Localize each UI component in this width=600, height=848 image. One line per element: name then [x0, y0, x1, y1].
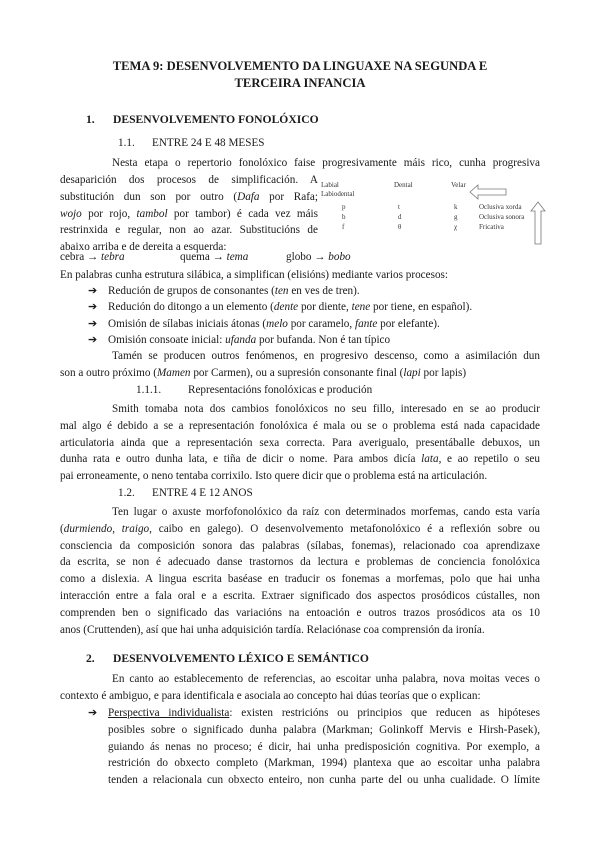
- table-cell: t: [398, 203, 400, 211]
- subsection-heading-1-2: 1.2. ENTRE 4 E 12 ANOS: [118, 487, 253, 499]
- table-cell: b: [342, 213, 346, 221]
- arrow-bullet-icon: ➔: [88, 285, 98, 297]
- p4-line-4: dunha rata e outro dunha lata, e tiña de dicir o nome. Para ambos dicía lata, e ao repetilo o seu: [60, 453, 540, 466]
- substitution-line-2: wojo por rojo, tambol por tambor) é cada vez máis: [60, 207, 318, 220]
- table-header-velar: Velar: [451, 181, 466, 189]
- arrow-bullet-icon: ➔: [88, 301, 98, 314]
- arrow-bullet-icon: ➔: [88, 707, 98, 719]
- paragraph-references: En canto ao establecemento de referencias, ao escoitar unha palabra, nova moitas veces o contexto é ambiguo, e para identificala e asociala ao concepto hai dúas teorías que o explican:: [60, 673, 540, 702]
- table-cell: d: [398, 213, 402, 221]
- table-cell: k: [454, 203, 458, 211]
- phonology-table: [318, 173, 588, 253]
- arrow-bullet-icon: ➔: [88, 333, 98, 346]
- arrow-up-icon: [530, 201, 546, 245]
- paragraph-smith: Smith tomaba nota dos cambios fonolóxicos no seu fillo, interesado en se ao producir mal algo é debido a se a representación fonolóxica é mala ou se o problema está nada capacidade articulatoria ainda que a representación sexa correcta. Para averigualo, presentáballe debuxos, un dunha rata e outro dunha lata, e tiña de dicir o nome. Para ambos dicía lata, e ao repetilo o seu pai erroneamente, o neno tentaba corrixilo. Isto quere dicir que o problema está na articulación.: [60, 403, 540, 483]
- list-item: ➔ Omisión consoate inicial: ufanda por bufanda. Non é tan típico: [88, 332, 540, 348]
- paragraph-metaphonology: Ten lugar o axuste morfofonolóxico da raíz con determinados morfemas, cando esta varía (durmiendo, traigo, caibo en galego). O desenvolvemento metafonolóxico é a reflexión sobre ou consciencia da composición sonora das palabras (sílabas, fonemas), relacionado coa aprendizaxe da escrita, se non é adecuado danse trastornos da lectura e problemas de conciencia fonolóxica como a dislexia. A lingua escrita baséase en traducir os fonemas a morfemas, polo que hai unha interacción entre a fala oral e a escrita. Extraer significado dos aspectos prosódicos cústalles, non comprenden ben o significado das variacións na entoación e outros trazos prosódicos ata os 10 anos (Cruttenden), así que hai unha adquisición tardía. Relaciónase coa comprensión da ironía.: [60, 506, 540, 636]
- list-item: ➔ Omisión de sílabas iniciais átonas (melo por caramelo, fante por elefante).: [88, 316, 540, 332]
- table-cell: χ: [454, 223, 458, 231]
- process-list: [88, 283, 540, 348]
- section-heading-2: 2. DESENVOLVEMENTO LÉXICO E SEMÁNTICO: [86, 652, 369, 665]
- table-row-label: Oclusiva xorda: [479, 203, 522, 211]
- p3-line-2: son a outro próximo (Mamen por Carmen), ou a supresión consonante final (lapi por lapis): [60, 366, 467, 379]
- table-header-dental: Dental: [394, 181, 413, 189]
- list-item: ➔ Redución do ditongo a un elemento (dente por diente, tene por tiene, en español).: [88, 299, 540, 315]
- document-title: TEMA 9: DESENVOLVEMENTO DA LINGUAXE NA SEGUNDA E TERCEIRA INFANCIA: [112, 59, 488, 90]
- example-3: globo → bobo: [286, 251, 351, 263]
- subsection-heading-1-1: 1.1. ENTRE 24 E 48 MESES: [118, 137, 265, 149]
- paragraph-intro-wrap: desaparición dos procesos de simplificación. A substitución dun son por outro (Dafa por Rafa; wojo por rojo, tambol por tambor) é cada vez máis restrinxida e regular, non ao azar. Substitucións de abaixo arriba e de dereita a esquerda:: [60, 174, 319, 254]
- example-2: quema → tema: [180, 251, 249, 263]
- table-cell: p: [342, 203, 346, 211]
- table-row-label: Oclusiva sonora: [479, 213, 525, 221]
- arrow-left-icon: [468, 183, 508, 201]
- table-header-labial: Labial: [321, 181, 339, 189]
- arrow-bullet-icon: ➔: [88, 317, 98, 330]
- table-header-labiodental: Labiodental: [321, 190, 355, 198]
- section-heading-1: 1. DESENVOLVEMENTO FONOLÓXICO: [86, 113, 319, 126]
- subsection-heading-1-1-1: 1.1.1. Representacións fonolóxicas e produción: [136, 384, 373, 396]
- table-cell: θ: [398, 223, 402, 231]
- p5-line-2: (durmiendo, traigo, caibo en galego). O desenvolvemento metafonolóxico é a reflexión sobre ou: [60, 522, 540, 535]
- table-cell: f: [342, 223, 345, 231]
- example-1: cebra → tebra: [60, 251, 125, 263]
- paragraph-intro: Nesta etapa o repertorio fonolóxico faise progresivamente máis rico, cunha progresiva: [112, 157, 540, 169]
- substitution-line: substitución dun son por outro (Dafa por Rafa;: [60, 190, 319, 203]
- paragraph-other-phenomena: Tamén se producen outros fenómenos, en progresivo descenso, como a asimilación dun son a outro próximo (Mamen por Carmen), ou a supresión consonante final (lapi por lapis): [60, 348, 540, 382]
- list-item: ➔ Perspectiva individualista: existen restricións ou principios que reducen as hipóteses posibles sobre o significado dunha palabra (Markman; Golinkoff Mervis e Hirsh-Pasek), guiando ás nenas no proceso; é dicir, hai unha predisposición cognitiva. Por exemplo, a restrición do obxecto completo (Markman, 1994) plantexa que ao escoitar unha palabra tenden a relacionala cun obxecto enteiro, non cunha parte del ou unha cualidade. O límite: [88, 707, 540, 787]
- table-cell: g: [454, 213, 458, 221]
- table-row-label: Fricativa: [479, 223, 504, 231]
- list-item: ➔ Redución de grupos de consonantes (ten en ves de tren).: [88, 283, 540, 299]
- bullet2-line-1: Perspectiva individualista: existen restricións ou principios que reducen as hipóteses: [108, 707, 540, 719]
- paragraph-processes: En palabras cunha estrutura silábica, a simplifican (elisións) mediante varios procesos:: [60, 269, 449, 281]
- theory-list: [88, 705, 540, 789]
